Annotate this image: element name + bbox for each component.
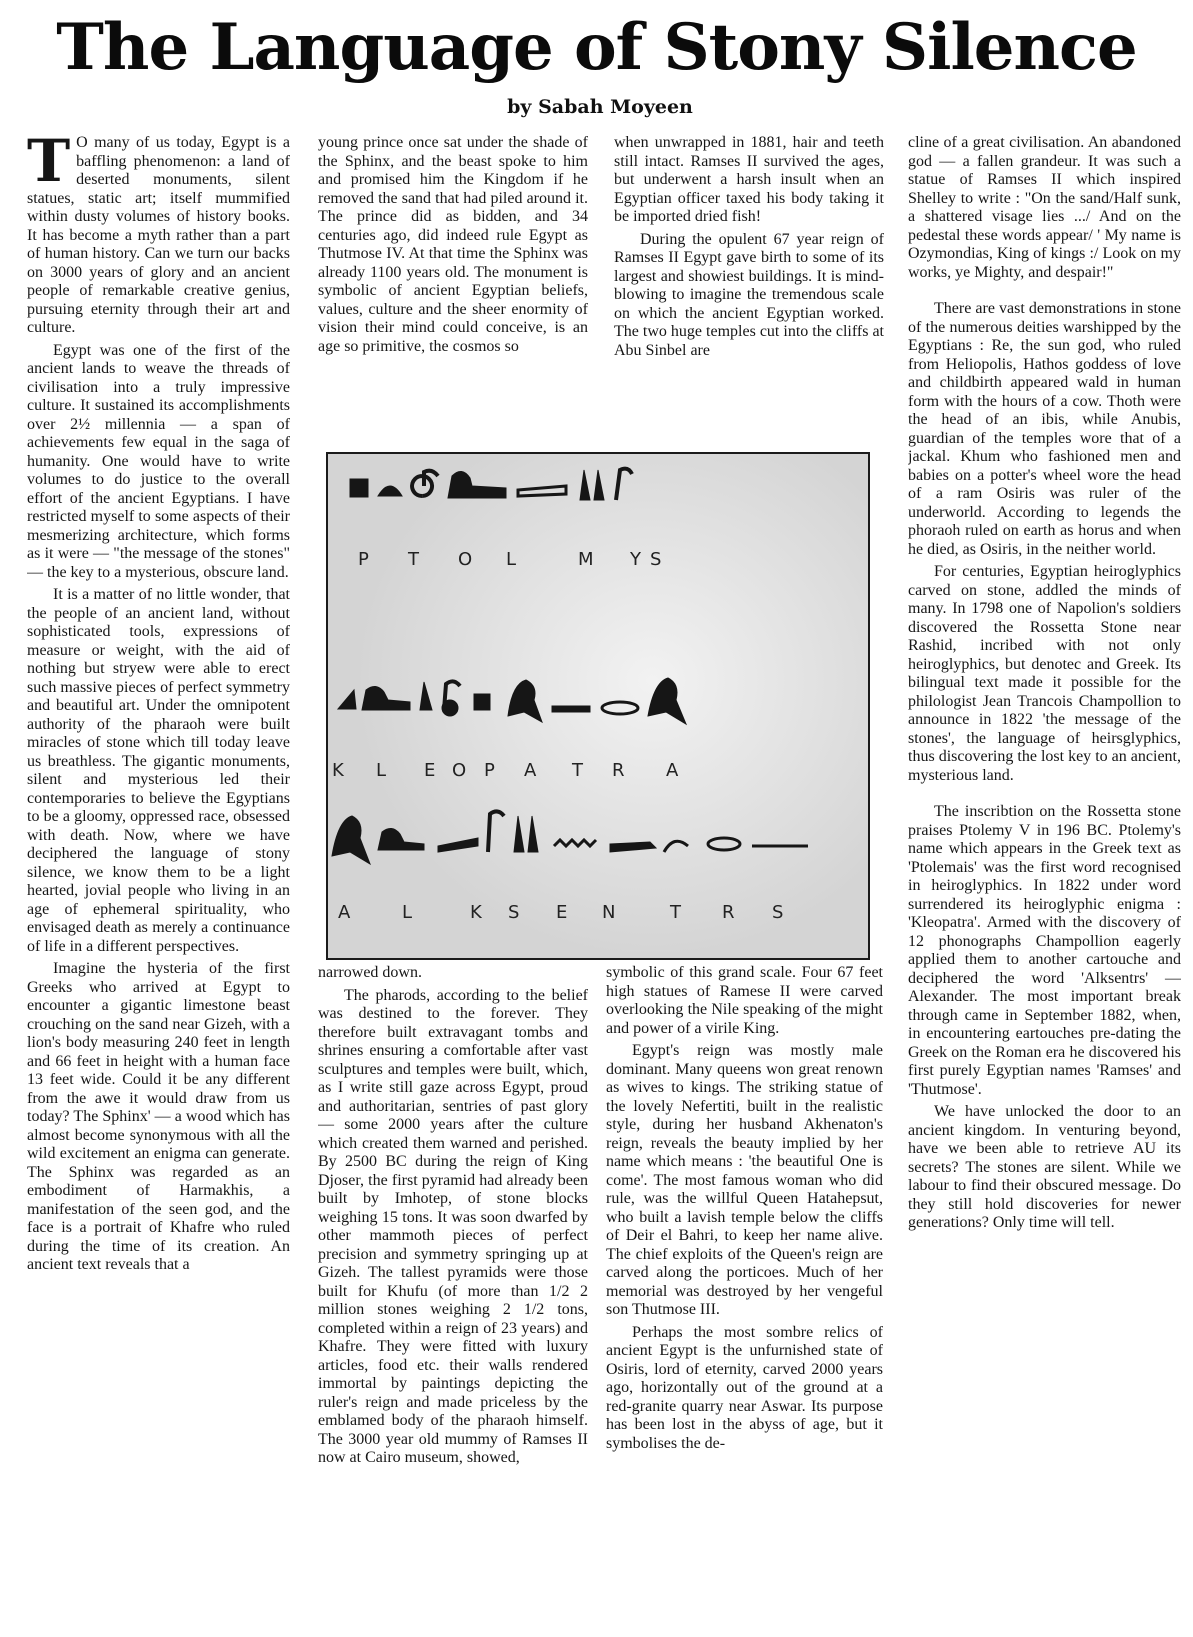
column-3-bottom-paragraph-1: symbolic of this grand scale. Four 67 feet high statues of Ramese II were carved overlooking the Nile speaking of the might and power of a virile King. (606, 964, 883, 1037)
glyph-letter: K (470, 902, 482, 923)
glyph-letter: A (524, 760, 537, 781)
column-4-paragraph-1: cline of a great civilisation. An abandoned god — a fallen grandeur. It was such a statue of Ramses II which inspired Shelley to write : "On the sand/Half sunk, a shattered visage lies .../ And on the pedestal these words appear/ ' My name is Ozymondias, King of kings :/ Look on my works, ye Mighty, and despair!" (908, 134, 1181, 281)
glyph-letter: T (670, 902, 681, 923)
column-3-top (614, 134, 884, 444)
glyph-letter: N (602, 902, 616, 923)
glyph-letter: S (508, 902, 520, 923)
glyph-letter: T (408, 549, 419, 570)
glyph-letter: L (402, 902, 413, 923)
column-2-top (318, 134, 588, 444)
column-1-paragraph-1: T O many of us today, Egypt is a baffling phenomenon: a land of deserted monuments, silent statues, static art; itself mummified within dusty volumes of history books. It has become a myth rather than a part of human history. Can we turn our backs on 3000 years of glory and an ancient people of remarkable creative genius, pursuing eternity through their art and culture. (27, 134, 290, 336)
column-2-bottom-paragraph-2: The pharods, according to the belief was destined to the forever. They therefore built extravagant tombs and shrines ensuring a comfortable after vast sculptures and temples were built, which, as I write still gaze across Egypt, proud and authoritarian, sentries of past glory — some 2000 years after the culture which created them warned and perished. By 2500 BC during the reign of King Djoser, the first pyramid had already been built by Imhotep, of stone blocks weighing 15 tons. It was soon dwarfed by other mammoth pieces of perfect precision and symmetry springing up at Gizeh. The tallest pyramids were those built for Khufu (of more than 1/2 2 million stones weighing 2 1/2 tons, completed within a reign of 23 years) and Khafre. They were fitted with luxury articles, food etc. their walls rendered immortal by paintings depicting the ruler's reign and made priceless by the emblamed body of the pharaoh himself. The 3000 year old mummy of Ramses II now at Cairo museum, showed, (318, 986, 588, 1466)
headline: The Language of Stony Silence (56, 10, 1137, 85)
column-1-paragraph-2: Egypt was one of the first of the ancient lands to weave the threads of civilisation into a truly impressive culture. It sustained its accomplishments over 2½ millennia — a span of achievements few equal in the saga of humanity. One would have to write volumes to do justice to the overall effort of the ancient Egyptians. I have restricted myself to some aspects of their mesmerizing architecture, which forms as it were — "the message of the stones" — the key to a mysterious, obscure land. (27, 341, 290, 581)
glyph-letter: E (424, 760, 436, 781)
glyph-letter: A (338, 902, 351, 923)
column-1 (27, 134, 290, 1634)
glyph-letter: O (458, 549, 473, 570)
byline: by Sabah Moyeen (507, 96, 693, 118)
column-3-bottom (606, 964, 883, 1632)
glyph-letter: L (506, 549, 517, 570)
hand-glyph (552, 706, 590, 712)
glyph-letter: P (358, 549, 369, 570)
column-2-top-paragraph-1: young prince once sat under the shade of the Sphinx, and the beast spoke to him and promised him the Kingdom if he removed the sand that had piled around it. The prince did as bidden, and 34 centuries ago, did indeed rule Egypt as Thutmose IV. At that time the Sphinx was already 1100 years old. The monument is symbolic of ancient Egyptian beliefs, values, culture and the sheer enormity of vision their mind could conceive, is an age so primitive, the cosmos so (318, 134, 588, 355)
seat-glyph (468, 488, 482, 496)
column-3-bottom-paragraph-3: Perhaps the most sombre relics of ancient Egypt is the unfurnished state of Osiris, lord of eternity, carved 2000 years ago, horizontally out of the ground at a red-granite quarry near Aswar. Its purpose has been lost in the abyss of age, but it symbolises the de- (606, 1323, 883, 1452)
glyph-letter: R (612, 760, 625, 781)
glyph-letter: A (666, 760, 679, 781)
column-4-paragraph-2: There are vast demonstrations in stone of the numerous deities warshipped by the Egyptians : Re, the sun god, who ruled from Heliopolis, Hathos goddess of love and childbirth appeared wald in human form with the hours of a cow. Thoth were the head of an ibis, while Anubis, guardian of the temples wore that of a jackal. Khum who fashioned men and babies on a potter's wheel wore the head of a ram Osiris was ruler of the underworld. According to legends the phoraoh ruled on earth as horus and when he died, as Osiris, in the neither world. (908, 300, 1181, 558)
column-3-bottom-paragraph-2: Egypt's reign was mostly male dominant. Many queens won great renown as wives to kings. The striking statue of the lovely Nefertiti, built in the realistic style, during her husband Akhenaton's reign, reveals the beauty implied by her name which means : 'the beautiful One is come'. The most famous woman who did rule, was the willful Queen Hatahepsut, who built a lavish temple below the cliffs of Deir el Bahri, to keep her name alive. The chief exploits of the Queen's reign are carved along the porticoes. Much of her memorial was destroyed by her vengeful son Thutmose III. (606, 1042, 883, 1318)
column-4-paragraph-5: We have unlocked the door to an ancient kingdom. In venturing beyond, have we been able to retrieve AU its secrets? The stones are silent. While we labour to find their obscured message. Do they still hold discoveries for newer generations? Only time will tell. (908, 1103, 1181, 1231)
column-4 (908, 134, 1181, 1634)
glyph-letter: Y (630, 549, 641, 570)
column-2-bottom-paragraph-1: narrowed down. (318, 964, 422, 981)
glyph-letter: T (572, 760, 583, 781)
column-3-top-paragraph-2: During the opulent 67 year reign of Ramses II Egypt gave birth to some of its largest and showiest buildings. It is mind-blowing to imagine the tremendous scale on which the ancient Egyptian worked. The two huge temples cut into the cliffs at Abu Sinbel are (614, 230, 884, 359)
square-glyph (350, 479, 368, 497)
column-3-top-paragraph-1: when unwrapped in 1881, hair and teeth still intact. Ramses II survived the ages, but underwent a harsh insult when an Egyptian officer taxed his body taking it be imported dried fish! (614, 134, 884, 225)
column-2-bottom (318, 964, 588, 1632)
hieroglyph-cartouche-figure (326, 452, 870, 960)
square-glyph-2 (474, 694, 490, 710)
glyph-letter: L (376, 760, 387, 781)
glyph-letter: S (650, 549, 662, 570)
glyph-letter: O (452, 760, 467, 781)
glyph-letter: M (578, 549, 594, 570)
column-4-paragraph-4: The inscribtion on the Rossetta stone praises Ptolemy V in 196 BC. Ptolemy's name which appears in the Greek text as 'Ptolemais' was the first word recognised in heiroglyphics. In 1822 under word surrendered its heiroglyphic enigma : 'Kleopatra'. Armed with the discovery of 12 phonographs Champollion eagerly applied them to another cartouche and deciphered the word 'Alksentrs' — Alexander. The most important break through came in September 1882, when, in encountering eartouches pre-dating the Greek on the Roman era he discovered his first purely Egyptian names 'Ramses' and 'Thutmose'. (908, 803, 1181, 1098)
glyph-letter: R (722, 902, 735, 923)
glyph-letter: E (556, 902, 568, 923)
column-4-paragraph-3: For centuries, Egyptian heiroglyphics carved on stone, addled the minds of many. In 1798 one of Napolion's soldiers discovered the Rossetta Stone near Rashid, incribed with not only heiroglyphics, but denotec and Greek. Its bilingual text made it possible for the philologist Jean Trancois Champollion to announce in 1822 'the message of the stones', the language of heirsglyphics, thus discovering the lost key to an ancient, mysterious land. (908, 563, 1181, 784)
glyph-letter: S (772, 902, 784, 923)
hieroglyph-drawing (328, 454, 868, 958)
knot-glyph-2 (442, 700, 458, 716)
glyph-letter: P (484, 760, 495, 781)
column-1-paragraph-4: Imagine the hysteria of the first Greeks who arrived at Egypt to encounter a gigantic limestone beast crouching on the sand near Gizeh, with a lion's body measuring 240 feet in length and 66 feet in height with a human face 13 feet wide. Could it be any different from the awe it would draw from us today? The Sphinx' — a wood which has almost become synonymous with all the wild excitement an enigma can generate. The Sphinx was regarded as an embodiment of Harmakhis, a manifestation of the seen god, and the face is a portrait of Khafre who ruled during the time of its creation. An ancient text reveals that a (27, 960, 290, 1273)
column-1-paragraph-3: It is a matter of no little wonder, that the people of an ancient land, without sophisticated tools, expressions of measure or weight, with the aid of nothing but stryew were able to erect such massive pieces of perfect symmetry and beautiful art. Under the omnipotent authority of the pharaoh were built miracles of stone which till today leave us breathless. The gigantic monuments, silent and mysterious led their contemporaries to believe the Egyptians to be a gloomy, oppressed race, obsessed with death. Now, where we have deciphered the language of stony silence, we know them to be a light hearted, jovial people who living in an age of ephemeral spirituality, who envisaged death as merely a continuance of life in a different perspectives. (27, 586, 290, 955)
glyph-letter: K (332, 760, 344, 781)
drop-cap: T (27, 134, 71, 195)
